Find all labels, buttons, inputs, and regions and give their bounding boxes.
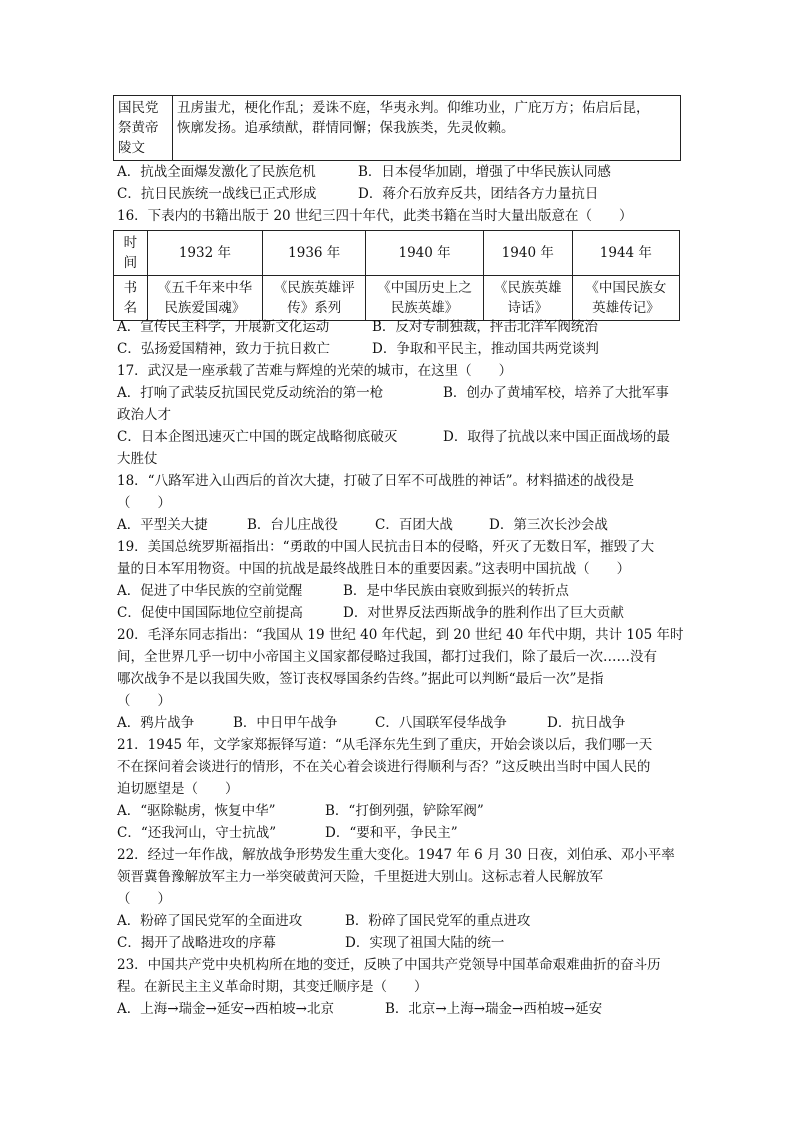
option-b[interactable]: B．是中华民族由衰败到振兴的转折点: [343, 583, 569, 599]
option-a[interactable]: A．宣传民主科学，开展新文化运动: [117, 319, 330, 335]
option-b[interactable]: B．中日甲午战争: [233, 715, 338, 731]
option-c[interactable]: C．日本企图迅速灭亡中国的既定战略彻底破灭: [117, 429, 398, 445]
option-c[interactable]: C．百团大战: [375, 517, 453, 533]
label-line: 国民党: [118, 100, 159, 116]
option-b[interactable]: B．北京→上海→瑞金→西柏坡→延安: [385, 1001, 603, 1017]
option-a[interactable]: A．促进了中华民族的空前觉醒: [117, 583, 303, 599]
book-cell: 《民族英雄评 传》系列: [263, 276, 366, 321]
book-cell: 《民族英雄 诗话》: [483, 276, 572, 321]
q18-stem-blank: （ ）: [117, 495, 171, 511]
q20-stem-cont: 间，全世界几乎一切中小帝国主义国家都侵略过我国，都打过我们，除了最后一次……没有: [117, 649, 657, 665]
row-label-cell: 书 名: [114, 276, 148, 321]
table-label-cell: [114, 96, 173, 161]
q20-stem-blank: （ ）: [117, 693, 171, 709]
option-c[interactable]: C．弘扬爱国精神，致力于抗日救亡: [117, 341, 330, 357]
year-cell: 1940 年: [366, 231, 483, 276]
year-cell: 1936 年: [263, 231, 366, 276]
option-d[interactable]: D．实现了祖国大陆的统一: [345, 935, 505, 951]
text-line: 丑虏蚩尤，梗化作乱；爰诛不庭，华夷永判。仰维功业，广庇万方；佑启后昆，: [177, 100, 650, 116]
option-c[interactable]: C．“还我河山，守士抗战”: [117, 825, 277, 841]
table-row: [114, 276, 680, 321]
option-c[interactable]: C．揭开了战略进攻的序幕: [117, 935, 276, 951]
option-a[interactable]: A．粉碎了国民党军的全面进攻: [117, 913, 303, 929]
table-text-cell: [173, 96, 681, 161]
option-b[interactable]: B．创办了黄埔军校，培养了大批军事: [443, 385, 669, 401]
q20-stem-cont: 哪次战争不是以我国失败，签订丧权辱国条约告终。”据此可以判断“最后一次”是指: [117, 671, 604, 687]
option-d[interactable]: D．对世界反法西斯战争的胜利作出了巨大贡献: [343, 605, 624, 621]
year-cell: 1944 年: [572, 231, 679, 276]
q19-stem-cont: 量的日本军用物资。中国的抗战是最终战胜日本的重要因素。”这表明中国抗战（ ）: [117, 561, 631, 577]
q21-stem: 21．1945 年，文学家郑振铎写道：“从毛泽东先生到了重庆，开始会谈以后，我们哪一天: [117, 737, 653, 753]
table-row: [114, 231, 680, 276]
option-c[interactable]: C．促使中国国际地位空前提高: [117, 605, 303, 621]
q21-stem-cont: 不在探问着会谈进行的情形，不在关心着会谈进行得顺利与否？”这反映出当时中国人民的: [117, 759, 651, 775]
option-c[interactable]: C．八国联军侵华战争: [375, 715, 507, 731]
option-b[interactable]: B．“打倒列强，铲除军阀”: [325, 803, 484, 819]
option-c[interactable]: C．抗日民族统一战线已正式形成: [117, 186, 317, 202]
q18-stem: 18．“八路军进入山西后的首次大捷，打破了日军不可战胜的神话”。材料描述的战役是: [117, 473, 634, 489]
option-a[interactable]: A．上海→瑞金→延安→西柏坡→北京: [117, 1001, 334, 1017]
q23-stem-cont: 程。在新民主主义革命时期，其变迁顺序是（ ）: [117, 979, 428, 995]
option-a[interactable]: A．“驱除鞑虏，恢复中华”: [117, 803, 276, 819]
option-b[interactable]: B．台儿庄战役: [247, 517, 338, 533]
label-line: 陵文: [118, 140, 145, 156]
ancestor-memorial-table: [113, 95, 681, 161]
option-b[interactable]: B．粉碎了国民党军的重点进攻: [345, 913, 531, 929]
option-a[interactable]: A．鸦片战争: [117, 715, 195, 731]
book-cell: 《中国民族女 英雄传记》: [572, 276, 679, 321]
q17-option-d-cont: 大胜仗: [117, 451, 158, 467]
q17-stem: 17．武汉是一座承载了苦难与辉煌的光荣的城市，在这里（ ）: [117, 363, 513, 379]
q22-stem-blank: （ ）: [117, 891, 171, 907]
book-cell: 《中国历史上之 民族英雄》: [366, 276, 483, 321]
label-line: 祭黄帝: [118, 120, 159, 136]
text-line: 恢廓发扬。追承绩猷，群情同懈；保我族类，先灵攸赖。: [177, 120, 515, 136]
option-d[interactable]: D．抗日战争: [547, 715, 626, 731]
year-cell: 1940 年: [483, 231, 572, 276]
table-row: [114, 96, 681, 161]
q23-stem: 23．中国共产党中央机构所在地的变迁，反映了中国共产党领导中国革命艰难曲折的奋斗历: [117, 957, 661, 973]
q21-stem-cont: 迫切愿望是（ ）: [117, 781, 239, 797]
option-d[interactable]: D．争取和平民主，推动国共两党谈判: [372, 341, 599, 357]
books-table: [113, 230, 680, 321]
option-a[interactable]: A．打响了武装反抗国民党反动统治的第一枪: [117, 385, 384, 401]
option-b[interactable]: B．日本侵华加剧，增强了中华民族认同感: [358, 164, 611, 180]
q17-option-b-cont: 政治人才: [117, 407, 171, 423]
year-cell: 1932 年: [147, 231, 262, 276]
q22-stem: 22．经过一年作战，解放战争形势发生重大变化。1947 年 6 月 30 日夜，刘伯承、邓小平率: [117, 847, 675, 863]
option-d[interactable]: D．蒋介石放弃反共，团结各方力量抗日: [358, 186, 599, 202]
option-d[interactable]: D．第三次长沙会战: [489, 517, 608, 533]
header-label-cell: 时 间: [114, 231, 148, 276]
option-d[interactable]: D．“要和平，争民主”: [325, 825, 458, 841]
option-a[interactable]: A．平型关大捷: [117, 517, 208, 533]
q19-stem: 19．美国总统罗斯福指出：“勇敢的中国人民抗击日本的侵略，歼灭了无数日军，摧毁了大: [117, 539, 655, 555]
q20-stem: 20．毛泽东同志指出：“我国从 19 世纪 40 年代起，到 20 世纪 40 年代中期，共计 105 年时: [117, 627, 684, 643]
book-cell: 《五千年来中华 民族爱国魂》: [147, 276, 262, 321]
option-b[interactable]: B．反对专制独裁，抨击北洋军阀统治: [372, 319, 598, 335]
q16-stem: 16．下表内的书籍出版于 20 世纪三四十年代，此类书籍在当时大量出版意在（ ）: [117, 208, 633, 224]
option-d[interactable]: D．取得了抗战以来中国正面战场的最: [443, 429, 670, 445]
q22-stem-cont: 领晋冀鲁豫解放军主力一举突破黄河天险，千里挺进大别山。这标志着人民解放军: [117, 869, 603, 885]
option-a[interactable]: A．抗战全面爆发激化了民族危机: [117, 164, 316, 180]
